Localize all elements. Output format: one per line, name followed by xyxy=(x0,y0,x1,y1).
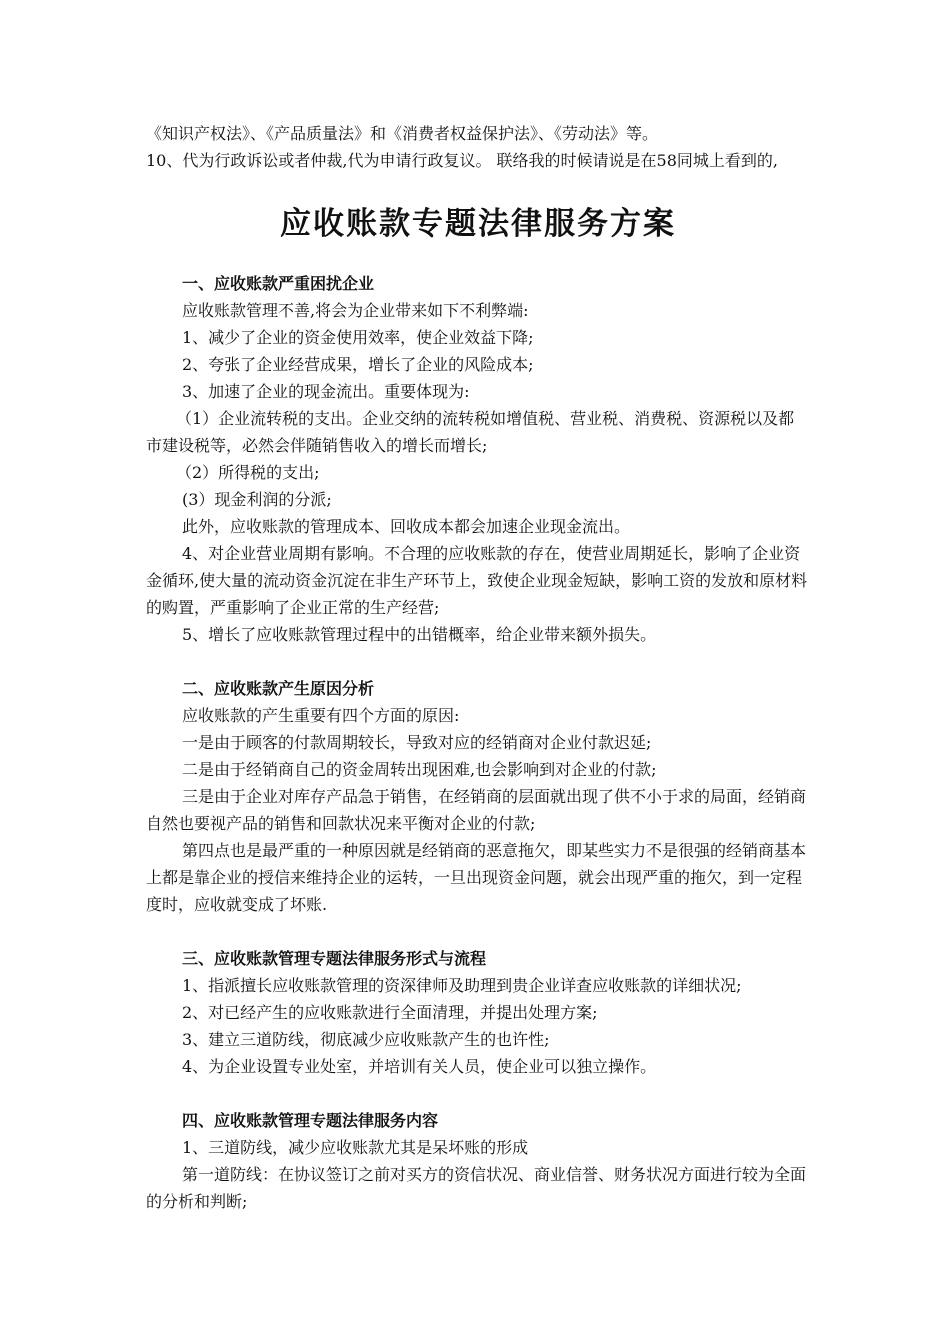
section-gap xyxy=(146,1080,810,1107)
intro-line-1: 《知识产权法》、《产品质量法》和《消费者权益保护法》、《劳动法》等。 xyxy=(146,124,659,143)
paragraph: （2）所得税的支出; xyxy=(176,463,320,482)
paragraph: 三是由于企业对库存产品急于销售，在经销商的层面就出现了供不小于求的局面，经销商自然也要视产品的销售和回款状况来平衡对企业的付款; xyxy=(146,787,807,833)
intro-line-2: 10、代为行政诉讼或者仲裁,代为申请行政复议。 联络我的时候请说是在58同城上看到的, xyxy=(146,151,778,170)
paragraph: 第一道防线：在协议签订之前对买方的资信状况、商业信誉、财务状况方面进行较为全面的分析和判断; xyxy=(146,1165,807,1211)
paragraph: （1）企业流转税的支出。企业交纳的流转税如增值税、营业税、消费税、资源税以及都市建设税等，必然会伴随销售收入的增长而增长; xyxy=(146,409,795,455)
paragraph: 第四点也是最严重的一种原因就是经销商的恶意拖欠，即某些实力不是很强的经销商基本上都是靠企业的授信来维持企业的运转，一旦出现资金问题，就会出现严重的拖欠，到一定程度时，应收就变成了坏账. xyxy=(146,841,807,914)
paragraph: 一是由于顾客的付款周期较长，导致对应的经销商对企业付款迟延; xyxy=(182,733,652,752)
paragraph: 应收账款管理不善,将会为企业带来如下不利弊端: xyxy=(182,301,529,320)
section-3-heading: 三、应收账款管理专题法律服务形式与流程 xyxy=(182,949,487,968)
document-title: 应收账款专题法律服务方案 xyxy=(280,206,676,242)
paragraph: 5、增长了应收账款管理过程中的出错概率，给企业带来额外损失。 xyxy=(182,625,657,644)
paragraph: 2、夸张了企业经营成果，增长了企业的风险成本; xyxy=(182,355,534,374)
section-gap xyxy=(146,918,810,945)
section-1-heading: 一、应收账款严重困扰企业 xyxy=(182,274,375,293)
section-gap xyxy=(146,648,810,675)
paragraph: 3、加速了企业的现金流出。重要体现为: xyxy=(182,382,470,401)
paragraph: 3、建立三道防线，彻底减少应收账款产生的也许性; xyxy=(182,1030,550,1049)
paragraph: 1、三道防线，减少应收账款尤其是呆坏账的形成 xyxy=(182,1138,529,1157)
paragraph: 4、为企业设置专业处室，并培训有关人员，使企业可以独立操作。 xyxy=(182,1057,657,1076)
paragraph: 应收账款的产生重要有四个方面的原因: xyxy=(182,706,460,725)
paragraph: (3）现金利润的分派; xyxy=(182,490,332,509)
paragraph: 2、对已经产生的应收账款进行全面清理，并提出处理方案; xyxy=(182,1003,598,1022)
paragraph: 1、减少了企业的资金使用效率，使企业效益下降; xyxy=(182,328,534,347)
section-4-heading: 四、应收账款管理专题法律服务内容 xyxy=(182,1111,439,1130)
paragraph: 此外，应收账款的管理成本、回收成本都会加速企业现金流出。 xyxy=(182,517,631,536)
paragraph: 二是由于经销商自己的资金周转出现困难,也会影响到对企业的付款; xyxy=(182,760,657,779)
section-2-heading: 二、应收账款产生原因分析 xyxy=(182,679,375,698)
paragraph: 4、对企业营业周期有影响。不合理的应收账款的存在，使营业周期延长，影响了企业资金循环,使大量的流动资金沉淀在非生产环节上，致使企业现金短缺，影响工资的发放和原材料的购置，严重影响了企业正常的生产经营; xyxy=(146,544,808,617)
document-page xyxy=(146,120,810,1215)
paragraph: 1、指派擅长应收账款管理的资深律师及助理到贵企业详查应收账款的详细状况; xyxy=(182,976,742,995)
